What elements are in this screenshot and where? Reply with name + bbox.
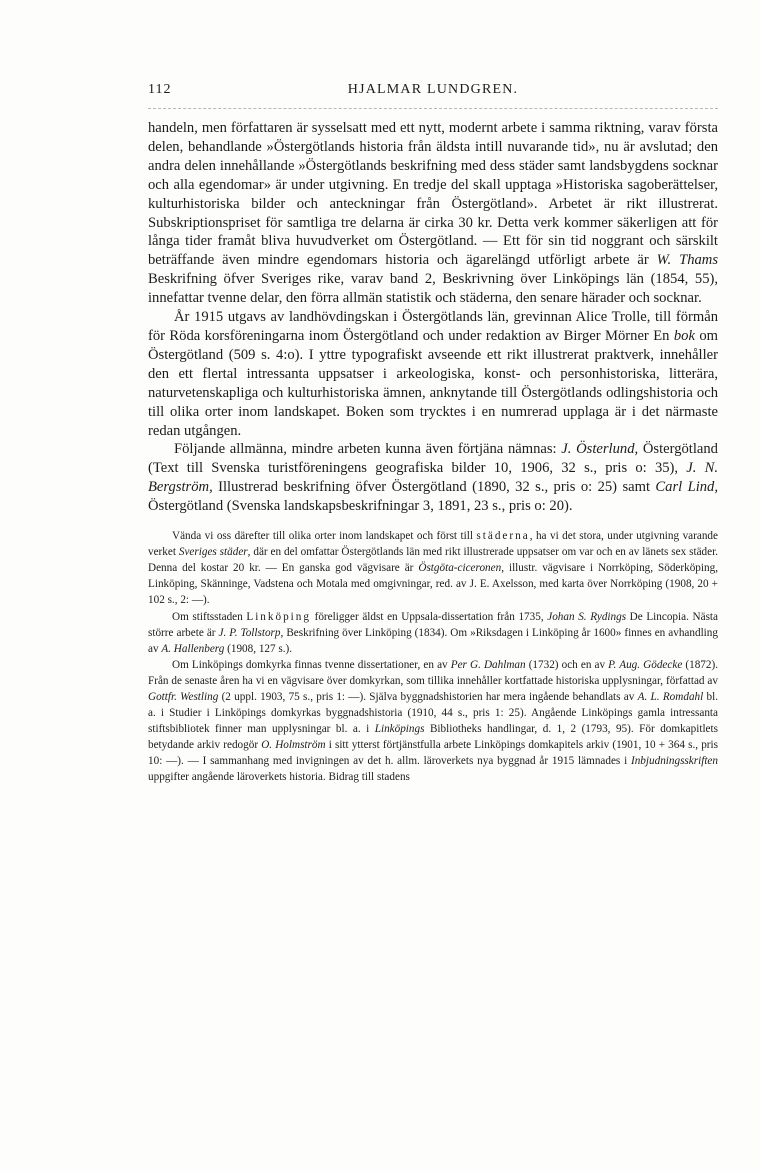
author-name: J. Österlund, bbox=[561, 441, 639, 458]
running-head: HJALMAR LUNDGREN. bbox=[347, 82, 519, 97]
author-name: J. N. Bergström, bbox=[148, 460, 718, 496]
paragraph-1: handeln, men författaren är sysselsatt med ett nytt, modernt arbete i samma riktning, varav första delen, behandlande »Östergötlands historia från äldsta intill nuvarande tid», nu är avslutad; den andra delen innehållande »Östergötlands beskrifning med dess städer samt landsbygdens socknar och alla egendomar» är under utgivning. En tredje del skall upptaga »Historiska sagoberättelser, kulturhistoriska bilder och anteckningar från Östergötland». Arbetet är rikt illustrerat. Subskriptionspriset för samtliga tre delarna är cirka 30 kr. Detta verk kommer säkerligen att för långa tider framåt bliva huvudverket om Östergötland. — Ett för sin tid noggrant och särskilt beträffande även mindre egendomars historia och ägarelängd utförligt arbete är W. Thams Beskrifning öfver Sveriges rike, varav band 2, Beskrivning över Linköpings län (1854, 55), innefattar tvenne delar, den förra allmän statistik och städerna, den senare härader och socknar. bbox=[148, 120, 719, 307]
author-name: P. Aug. Gödecke bbox=[608, 658, 683, 671]
page-number: 112 bbox=[148, 82, 172, 97]
paragraph-2: År 1915 utgavs av landhövdingskan i Östergötlands län, grevinnan Alice Trolle, till förmån för Röda korsföreningarna inom Östergötland och under redaktion av Birger Mörner En bok om Östergötland (509 s. 4:o). I yttre typografiskt avseende ett rikt illustrerat praktverk, innehåller den ett flertal intressanta uppsatser i arkeologiska, konst- och personhistoriska, litterära, naturvetenskapliga och kulturhistoriska ämnen, anknytande till Östergötlands odlingshistoria och till olika orter inom landskapet. Boken som trycktes i en numrerad upplaga är i det närmaste redan utgången. bbox=[148, 309, 719, 439]
author-name: J. P. Tollstorp, bbox=[218, 626, 284, 639]
header-rule bbox=[148, 108, 718, 109]
main-text bbox=[148, 119, 718, 516]
title-emphasis: Östgöta-ciceronen bbox=[418, 562, 502, 575]
page-header bbox=[148, 82, 718, 106]
title-emphasis: Sveriges städer bbox=[178, 546, 248, 559]
spaced-emphasis: städerna bbox=[476, 530, 530, 543]
small-print-notes bbox=[148, 528, 718, 786]
author-name: A. Hallenberg bbox=[161, 642, 225, 655]
title-emphasis: Inbjudningsskriften bbox=[630, 755, 718, 768]
author-name: Johan S. Rydings bbox=[547, 610, 627, 623]
author-name: O. Holmström bbox=[261, 739, 326, 752]
author-name: Gottfr. Westling bbox=[148, 690, 219, 703]
note-1: Vända vi oss därefter till olika orter inom landskapet och först till städerna, ha vi det stora, under utgivning varande verket Sveriges städer, där en del omfattar Östergötlands län med rikt illustrerade uppsatser om var och en av länets sex städer. Denna del kostar 20 kr. — En ganska god vägvisare är Östgöta-ciceronen, illustr. vägvisare i Norrköping, Söderköping, Linköping, Skänninge, Vadstena och Motala med omgivningar, red. av J. E. Axelsson, med karta över Norrköping (1908, 20 + 102 s., 2: —). bbox=[148, 530, 719, 607]
paragraph-3: Följande allmänna, mindre arbeten kunna även förtjäna nämnas: J. Österlund, Östergötland (Text till Svenska turistföreningens geografiska bilder 10, 1906, 32 s., pris o: 35), J. N. Bergström, Illustrerad beskrifning öfver Östergötland (1890, 32 s., pris o: 25) samt Carl Lind, Östergötland (Svenska landskapsbeskrifningar 3, 1891, 23 s., pris o: 20). bbox=[148, 441, 718, 515]
emphasis: bok bbox=[673, 327, 695, 344]
note-2: Om stiftsstaden Linköping föreligger äldst en Uppsala-dissertation från 1735, Johan S. Rydings De Lincopia. Nästa större arbete är J. P. Tollstorp, Beskrifning över Linköping (1834). Om »Riksdagen i Linköping år 1600» finnes en avhandling av A. Hallenberg (1908, 127 s.). bbox=[148, 610, 718, 655]
author-name: Carl Lind, bbox=[655, 479, 718, 496]
title-emphasis: Linköpings bbox=[374, 723, 425, 736]
note-3: Om Linköpings domkyrka finnas tvenne dissertationer, en av Per G. Dahlman (1732) och en av P. Aug. Gödecke (1872). Från de senaste åren ha vi en vägvisare över domkyrkan, som tillika innehåller kortfattade historiska upplysningar, författad av Gottfr. Westling (2 uppl. 1903, 75 s., pris 1: —). Själva byggnadshistorien har mera ingående behandlats av A. L. Romdahl bl. a. i Studier i Linköpings domkyrkas byggnadshistoria (1910, 44 s., pris 1: 25). Angående Linköpings gamla intressanta stiftsbibliotek finner man upplysningar bl. a. i Linköpings Bibliotheks handlingar, d. 1, 2 (1793, 95). För domkapitlets betydande arkiv redogör O. Holmström i sitt ytterst förtjänstfulla arbete Linköpings domkapitels arkiv (1901, 10 + 364 s., pris 10: —). — I sammanhang med invigningen av det h. allm. läroverkets nya byggnad år 1915 lämnades i Inbjudningsskriften uppgifter angående läroverkets historia. Bidrag till stadens bbox=[148, 658, 719, 784]
author-name: A. L. Romdahl bbox=[637, 690, 704, 703]
author-name: Per G. Dahlman bbox=[450, 658, 526, 671]
author-name: W. Thams bbox=[656, 252, 719, 269]
book-page bbox=[148, 82, 718, 786]
spaced-emphasis: Linköping bbox=[246, 610, 311, 623]
